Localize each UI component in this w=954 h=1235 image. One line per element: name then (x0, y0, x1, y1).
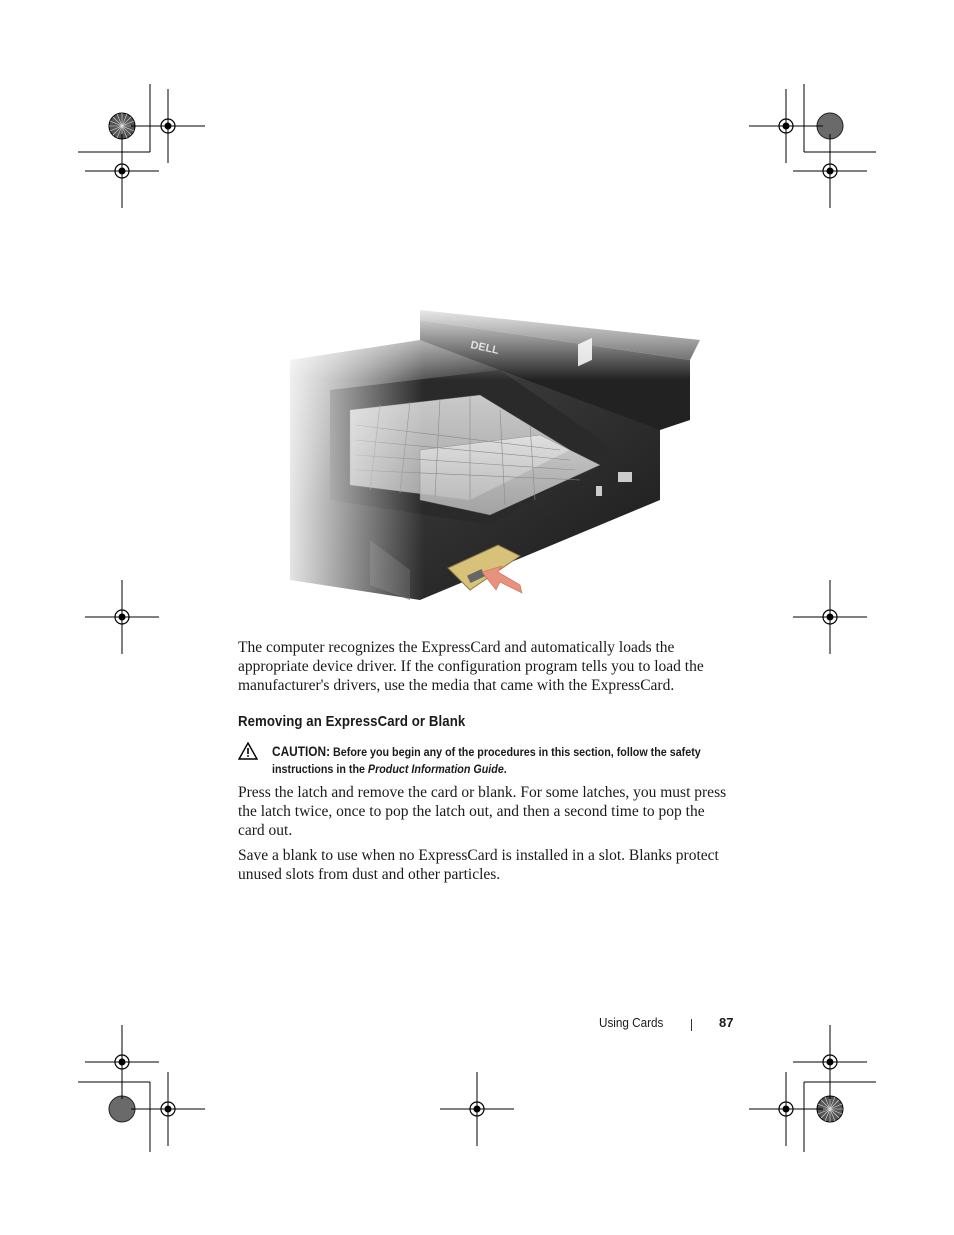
caution-body: Before you begin any of the procedures in this section, follow the safety instructions in the (272, 745, 701, 776)
paragraph-remove-card: Press the latch and remove the card or blank. For some latches, you must press the latch twice, once to pop the latch out, and then a second time to pop the card out. (238, 784, 727, 839)
footer-section-title: Using Cards (599, 1015, 664, 1030)
guide-title: Product Information Guide (367, 762, 504, 776)
section-heading: Removing an ExpressCard or Blank (238, 713, 466, 730)
paragraph-save-blank: Save a blank to use when no ExpressCard is installed in a slot. Blanks protect unused slots from dust and other particles. (238, 847, 719, 883)
footer-divider (691, 1019, 692, 1031)
paragraph-expresscard-recognition: The computer recognizes the ExpressCard and automatically loads the appropriate device driver. If the configuration program tells you to load the manufacturer's drivers, use the media that came with the ExpressCard. (238, 639, 704, 694)
page-number: 87 (719, 1015, 734, 1030)
caution-label: CAUTION: (272, 744, 331, 759)
laptop-expresscard-illustration (270, 300, 710, 620)
caution-end: . (503, 762, 507, 776)
caution-text (272, 743, 712, 778)
warning-triangle-icon (238, 742, 258, 760)
